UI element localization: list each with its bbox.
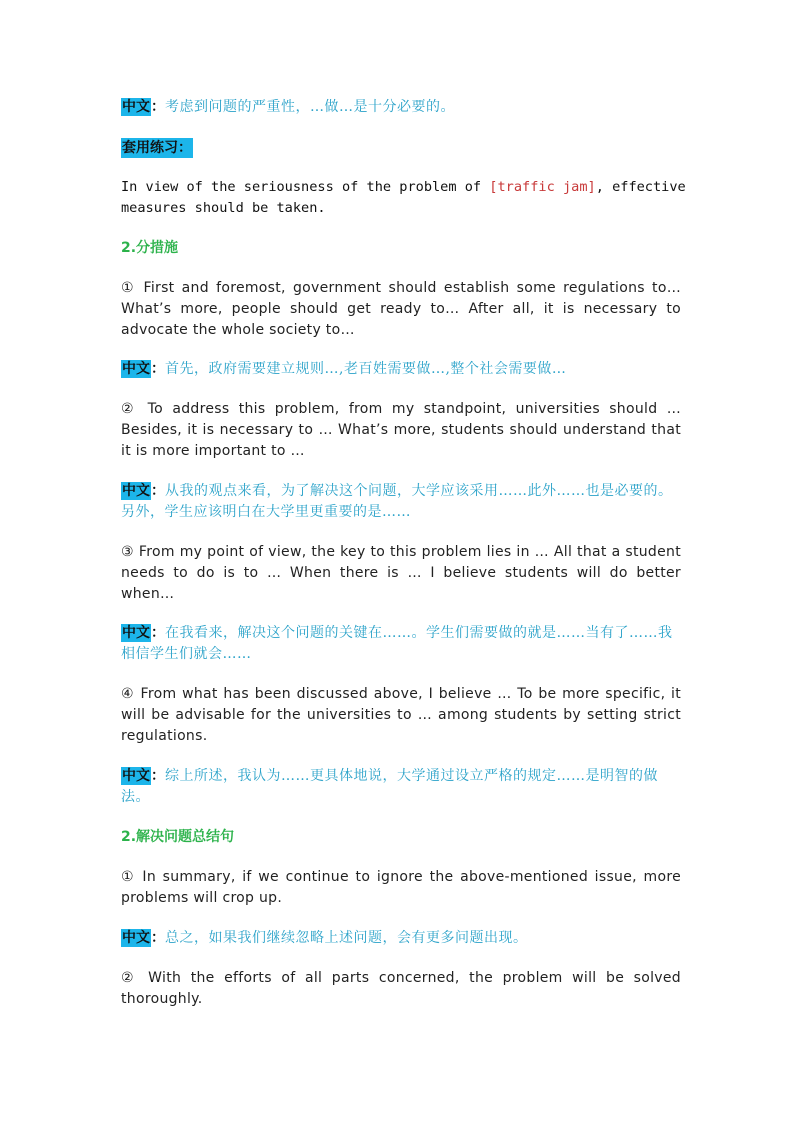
- measure-2: ② To address this problem, from my standpoint, universities should … Besides, it is necessary to … What’s more, students should understand that it is more important to …: [121, 401, 681, 459]
- zh-label: 中文: [122, 99, 150, 115]
- zh-label: 中文: [122, 930, 150, 946]
- zh-text: 综上所述，我认为……更具体地说，大学通过设立严格的规定……是明智的做法。: [121, 768, 658, 805]
- example-after: , effective measures should be taken.: [121, 179, 686, 216]
- zh-label: 中文: [122, 483, 150, 499]
- example-before: In view of the seriousness of the problem of: [121, 179, 490, 195]
- measure-3: ③ From my point of view, the key to this problem lies in … All that a student needs to do is to … When there is … I believe students will do better when…: [121, 544, 681, 602]
- summary-1-zh: [121, 928, 681, 949]
- measure-1: ① First and foremost, government should establish some regulations to… What’s more, people should get ready to… After all, it is necessary to advocate the whole society to…: [121, 280, 681, 338]
- zh-label-colon: ：: [151, 361, 165, 377]
- zh-label-colon: ：: [151, 768, 165, 784]
- zh-translation-1: [121, 97, 681, 118]
- zh-label: 中文: [122, 361, 150, 377]
- zh-label-colon: ：: [151, 483, 165, 499]
- measure-4: ④ From what has been discussed above, I believe … To be more specific, it will be advisable for the universities to … among students by setting strict regulations.: [121, 686, 681, 744]
- example-sentence: [121, 177, 686, 219]
- zh-text: 从我的观点来看，为了解决这个问题，大学应该采用……此外……也是必要的。另外，学生应该明白在大学里更重要的是……: [121, 483, 673, 520]
- zh-text: 首先，政府需要建立规则…,老百姓需要做…,整个社会需要做…: [165, 361, 567, 377]
- zh-text: 总之，如果我们继续忽略上述问题，会有更多问题出现。: [165, 930, 528, 946]
- practice-heading: [121, 138, 681, 159]
- section-heading-summary: 2.解决问题总结句: [121, 829, 235, 845]
- measure-2-zh: [121, 481, 681, 523]
- zh-text: 考虑到问题的严重性，…做…是十分必要的。: [165, 99, 455, 115]
- zh-label: 中文: [122, 625, 150, 641]
- zh-label-colon: ：: [151, 625, 165, 641]
- measure-3-zh: [121, 623, 681, 665]
- zh-label: 中文: [122, 768, 150, 784]
- zh-text: 在我看来，解决这个问题的关键在……。学生们需要做的就是……当有了……我相信学生们就会……: [121, 625, 673, 662]
- zh-label-colon: ：: [151, 99, 165, 115]
- measure-4-zh: [121, 766, 681, 808]
- summary-1: ① In summary, if we continue to ignore the above-mentioned issue, more problems will crop up.: [121, 869, 681, 906]
- section-heading-measures: 2.分措施: [121, 240, 179, 256]
- measure-1-zh: [121, 359, 681, 380]
- summary-2: ② With the efforts of all parts concerned, the problem will be solved thoroughly.: [121, 970, 681, 1007]
- practice-label: 套用练习：: [122, 140, 192, 156]
- zh-label-colon: ：: [151, 930, 165, 946]
- example-highlight: [traffic jam]: [489, 179, 596, 195]
